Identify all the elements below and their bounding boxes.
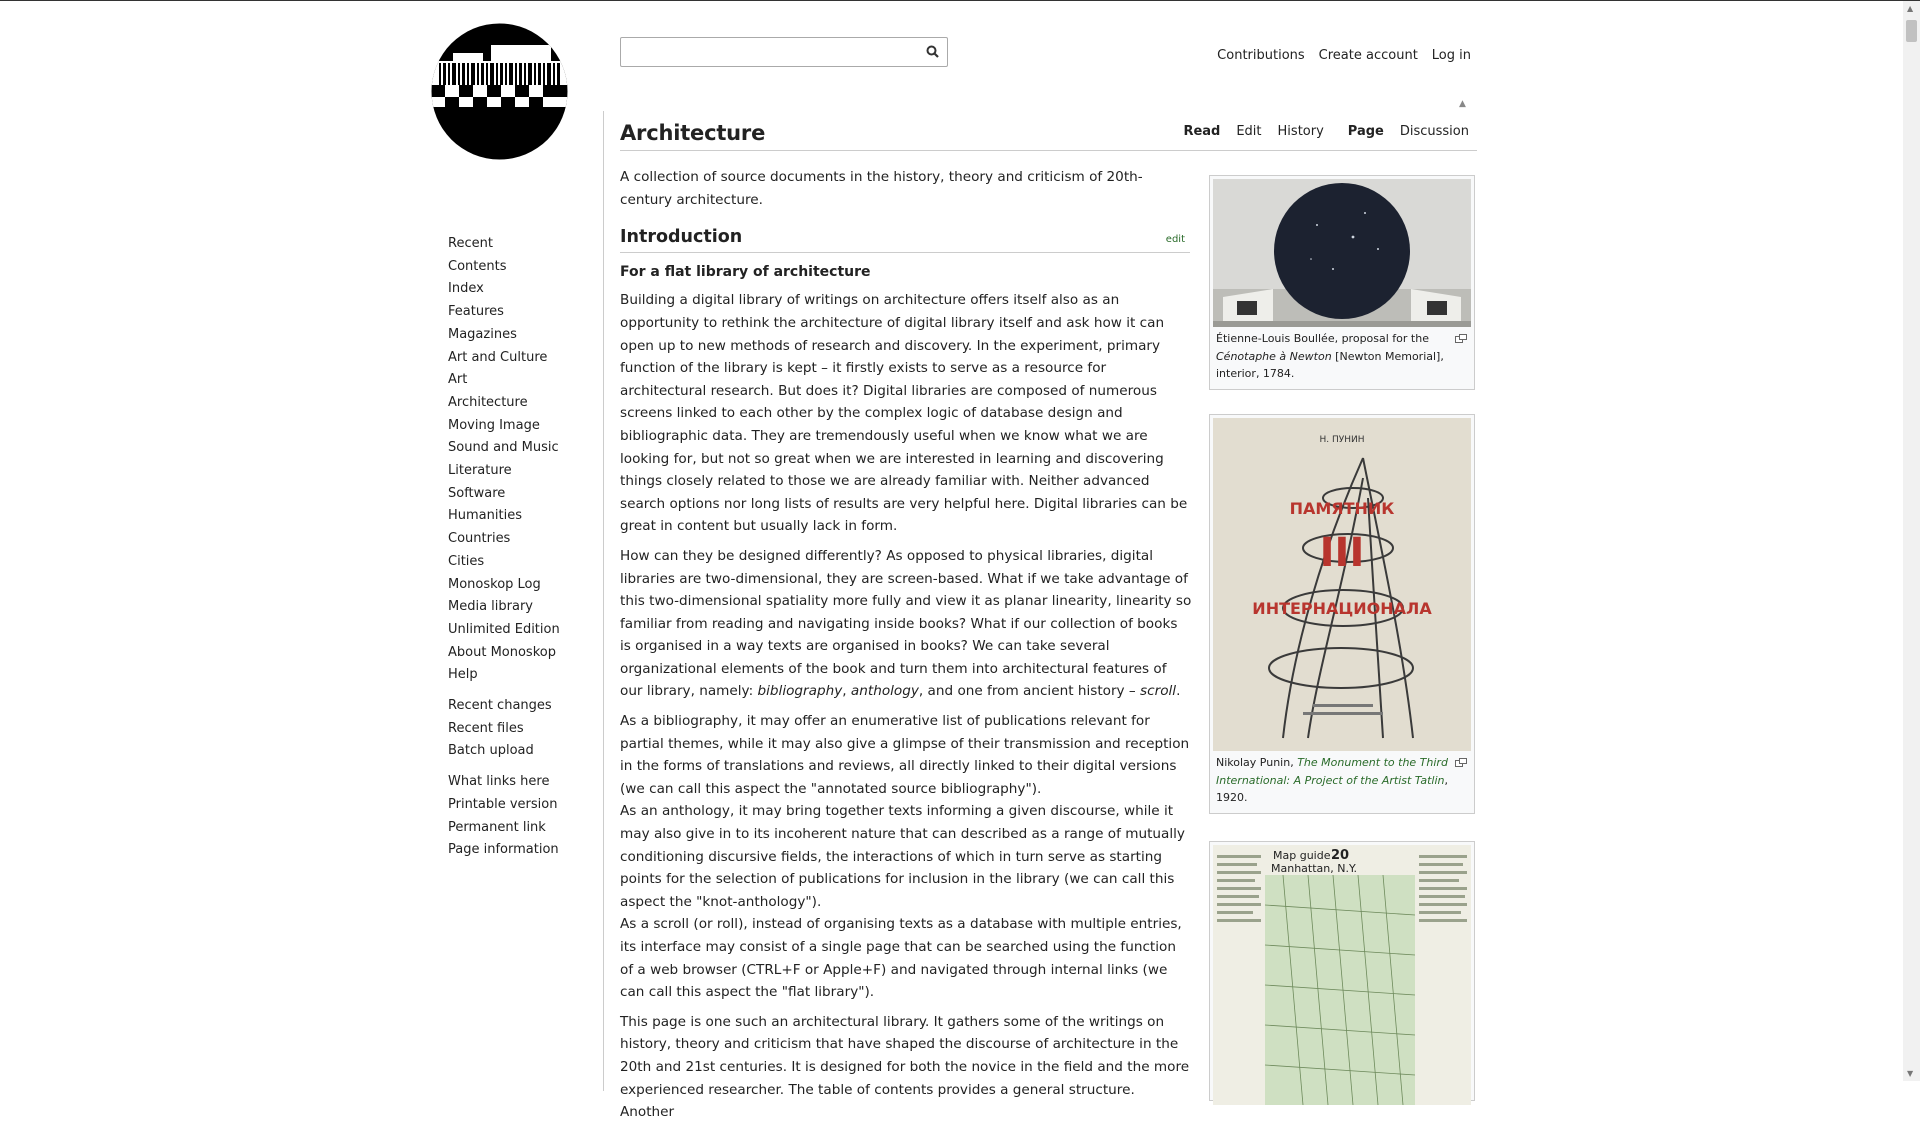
sidebar-item-printable-version[interactable]: Printable version [448,796,558,812]
sidebar-item-recent[interactable]: Recent [448,236,493,251]
scroll-up-icon[interactable]: ▲ [1907,4,1914,13]
section-title: Introduction [620,227,743,248]
paragraph: How can they be designed differently? As opposed to physical libraries, digital libraries are two-dimensional, they are screen-based. What if we take advantage of this two-dimensional spatiality more fully and view it as planar linearity, linearity so familiar from reading and navigating inside books? What if our collection of books is organised in a way texts are organised in books? We can take several organizational elements of the book and turn them into architectural features of our library, namely: bibliography, anthology, and one from ancient history – scroll. [620,547,1192,700]
sidebar-item-cities[interactable]: Cities [448,553,485,569]
sidebar-item-moving-image[interactable]: Moving Image [448,417,540,433]
content-border [603,111,604,1091]
sidebar-item-media-library[interactable]: Media library [448,599,534,615]
poster-author: Н. ПУНИН [1319,435,1365,445]
sidebar-item-recent-changes[interactable]: Recent changes [448,698,552,714]
page-title: Architecture [620,121,766,145]
personal-tools [1203,48,1471,63]
tab-page[interactable]: Page [1347,124,1384,139]
tab-history[interactable]: History [1277,124,1324,139]
boullee-cenotaph-image[interactable] [1213,179,1471,327]
triangle-up-icon: ▲ [1459,99,1466,109]
map-number: 20 [1331,848,1350,863]
figure-punin [1209,414,1475,814]
sidebar [448,233,560,870]
sidebar-item-sound-and-music[interactable]: Sound and Music [448,440,559,456]
paragraph: As an anthology, it may bring together texts informing a given discourse, while it may also give in to its incoherent nature that can described as a range of mutually conditioning discursive fields, the interactions of which in turn serve as starting points for the selection of publications for inclusion in the library (we can call this aspect the "knot-anthology"). [620,803,1185,910]
sidebar-item-monoskop-log[interactable]: Monoskop Log [448,576,541,592]
poster-title-1: ПАМЯТНИК [1289,499,1395,518]
map-title-1: Map guide [1273,849,1331,862]
sidebar-item-contents[interactable]: Contents [448,258,507,274]
sidebar-item-software[interactable]: Software [448,485,506,501]
sidebar-item-architecture[interactable]: Architecture [448,394,528,410]
paragraph: Building a digital library of writings on architecture offers itself also as an opportunity to rethink the architecture of digital library itself and ask how it can open up to new methods of research and discovery. In the experiment, primary function of the library is kept – it firstly exists to serve as a resource for architectural research. But does it? Digital libraries are composed of numerous screens linked to each other by the complex logic of database design and bibliographic data. They are tremendously useful when we know what we are looking for, but not so great when we are interested in learning and discovering things closely related to those we are already familiar with. Neither advanced search options nor long lists of results are very helpful here. Digital libraries can be great in content but usually lack in form. [620,292,1188,535]
figure-map-guide [1209,841,1475,1101]
poster-title-2: ИНТЕРНАЦИОНАЛА [1252,599,1432,618]
sidebar-item-recent-files[interactable]: Recent files [448,720,524,736]
poster-roman-numeral: III [1319,530,1365,576]
monoskop-logo[interactable] [431,23,568,160]
search-icon[interactable] [925,44,941,60]
paragraph: This page is one such an architectural library. It gathers some of the writings on history, theory and criticism that have shaped the discourse of architecture in the 20th and 21st centuries. It is designed for both the novice in the field and the more experienced researcher. The table of contents provides a general structure. Another [620,1013,1190,1121]
sidebar-tools-2 [448,771,560,862]
sidebar-item-features[interactable]: Features [448,304,504,320]
sidebar-item-batch-upload[interactable]: Batch upload [448,743,534,759]
sidebar-item-what-links-here[interactable]: What links here [448,774,550,790]
paragraph: As a scroll (or roll), instead of organising texts as a database with multiple entries, its interface may consist of a single page that can be searched using the function of a web browser (CTRL+F or Apple+F) and navigated through internal links (we can call this aspect the "flat library"). [620,916,1182,1001]
sidebar-item-art[interactable]: Art [448,372,468,388]
punin-tatlin-cover-image[interactable] [1213,418,1471,751]
figure-title-link[interactable]: The Monument to the Third International: A Project of the Artist Tatlin [1216,756,1448,787]
figure-boullee [1209,175,1475,390]
sidebar-item-page-information[interactable]: Page information [448,842,559,858]
log-in-link[interactable]: Log in [1431,48,1471,63]
subheading: For a flat library of architecture [620,263,871,280]
sidebar-item-permanent-link[interactable]: Permanent link [448,819,546,835]
paragraph: As a bibliography, it may offer an enumerative list of publications relevant for partial themes, while it may also give a glimpse of their transmission and reception in the forms of translations and reviews, all directly linked to their digital versions (we can call this aspect the "annotated source bibliography"). [620,713,1190,797]
article-body [620,166,1192,1131]
sidebar-item-countries[interactable]: Countries [448,531,511,547]
sidebar-item-literature[interactable]: Literature [448,463,512,479]
tab-discussion[interactable]: Discussion [1399,124,1469,139]
sidebar-item-magazines[interactable]: Magazines [448,326,517,342]
sidebar-item-about-monoskop[interactable]: About Monoskop [448,644,556,660]
section-heading [620,226,1190,253]
tab-read[interactable]: Read [1183,124,1221,139]
sidebar-item-art-and-culture[interactable]: Art and Culture [448,349,548,365]
page-scrollbar[interactable] [1903,1,1920,1081]
tab-edit[interactable]: Edit [1236,124,1262,139]
sidebar-navigation [448,233,560,687]
map-title-2: Manhattan, N.Y. [1271,862,1357,875]
sidebar-item-humanities[interactable]: Humanities [448,508,522,524]
magnify-icon[interactable] [1455,331,1467,340]
search-input[interactable] [627,39,921,67]
sidebar-item-unlimited-edition[interactable]: Unlimited Edition [448,621,560,637]
page-views [1167,124,1469,139]
scroll-down-icon[interactable]: ▼ [1907,1069,1914,1078]
figure-caption: Étienne-Louis Boullée, proposal for the Cénotaphe à Newton [Newton Memorial], interior, 1784. [1213,327,1471,386]
section-edit-link[interactable]: edit [1165,234,1185,246]
sidebar-item-help[interactable]: Help [448,667,478,683]
lead-paragraph: A collection of source documents in the history, theory and criticism of 20th-century architecture. [620,169,1143,208]
figure-caption: Nikolay Punin, The Monument to the Third International: A Project of the Artist Tatlin, 1920. [1213,751,1471,810]
title-divider [620,150,1477,151]
search-box[interactable] [620,37,948,67]
contributions-link[interactable]: Contributions [1217,48,1305,63]
scrollbar-thumb[interactable] [1906,20,1917,42]
create-account-link[interactable]: Create account [1318,48,1418,63]
sidebar-item-index[interactable]: Index [448,281,484,297]
magnify-icon[interactable] [1455,755,1467,764]
sidebar-tools-1 [448,695,560,763]
manhattan-map-image[interactable] [1213,845,1471,1105]
